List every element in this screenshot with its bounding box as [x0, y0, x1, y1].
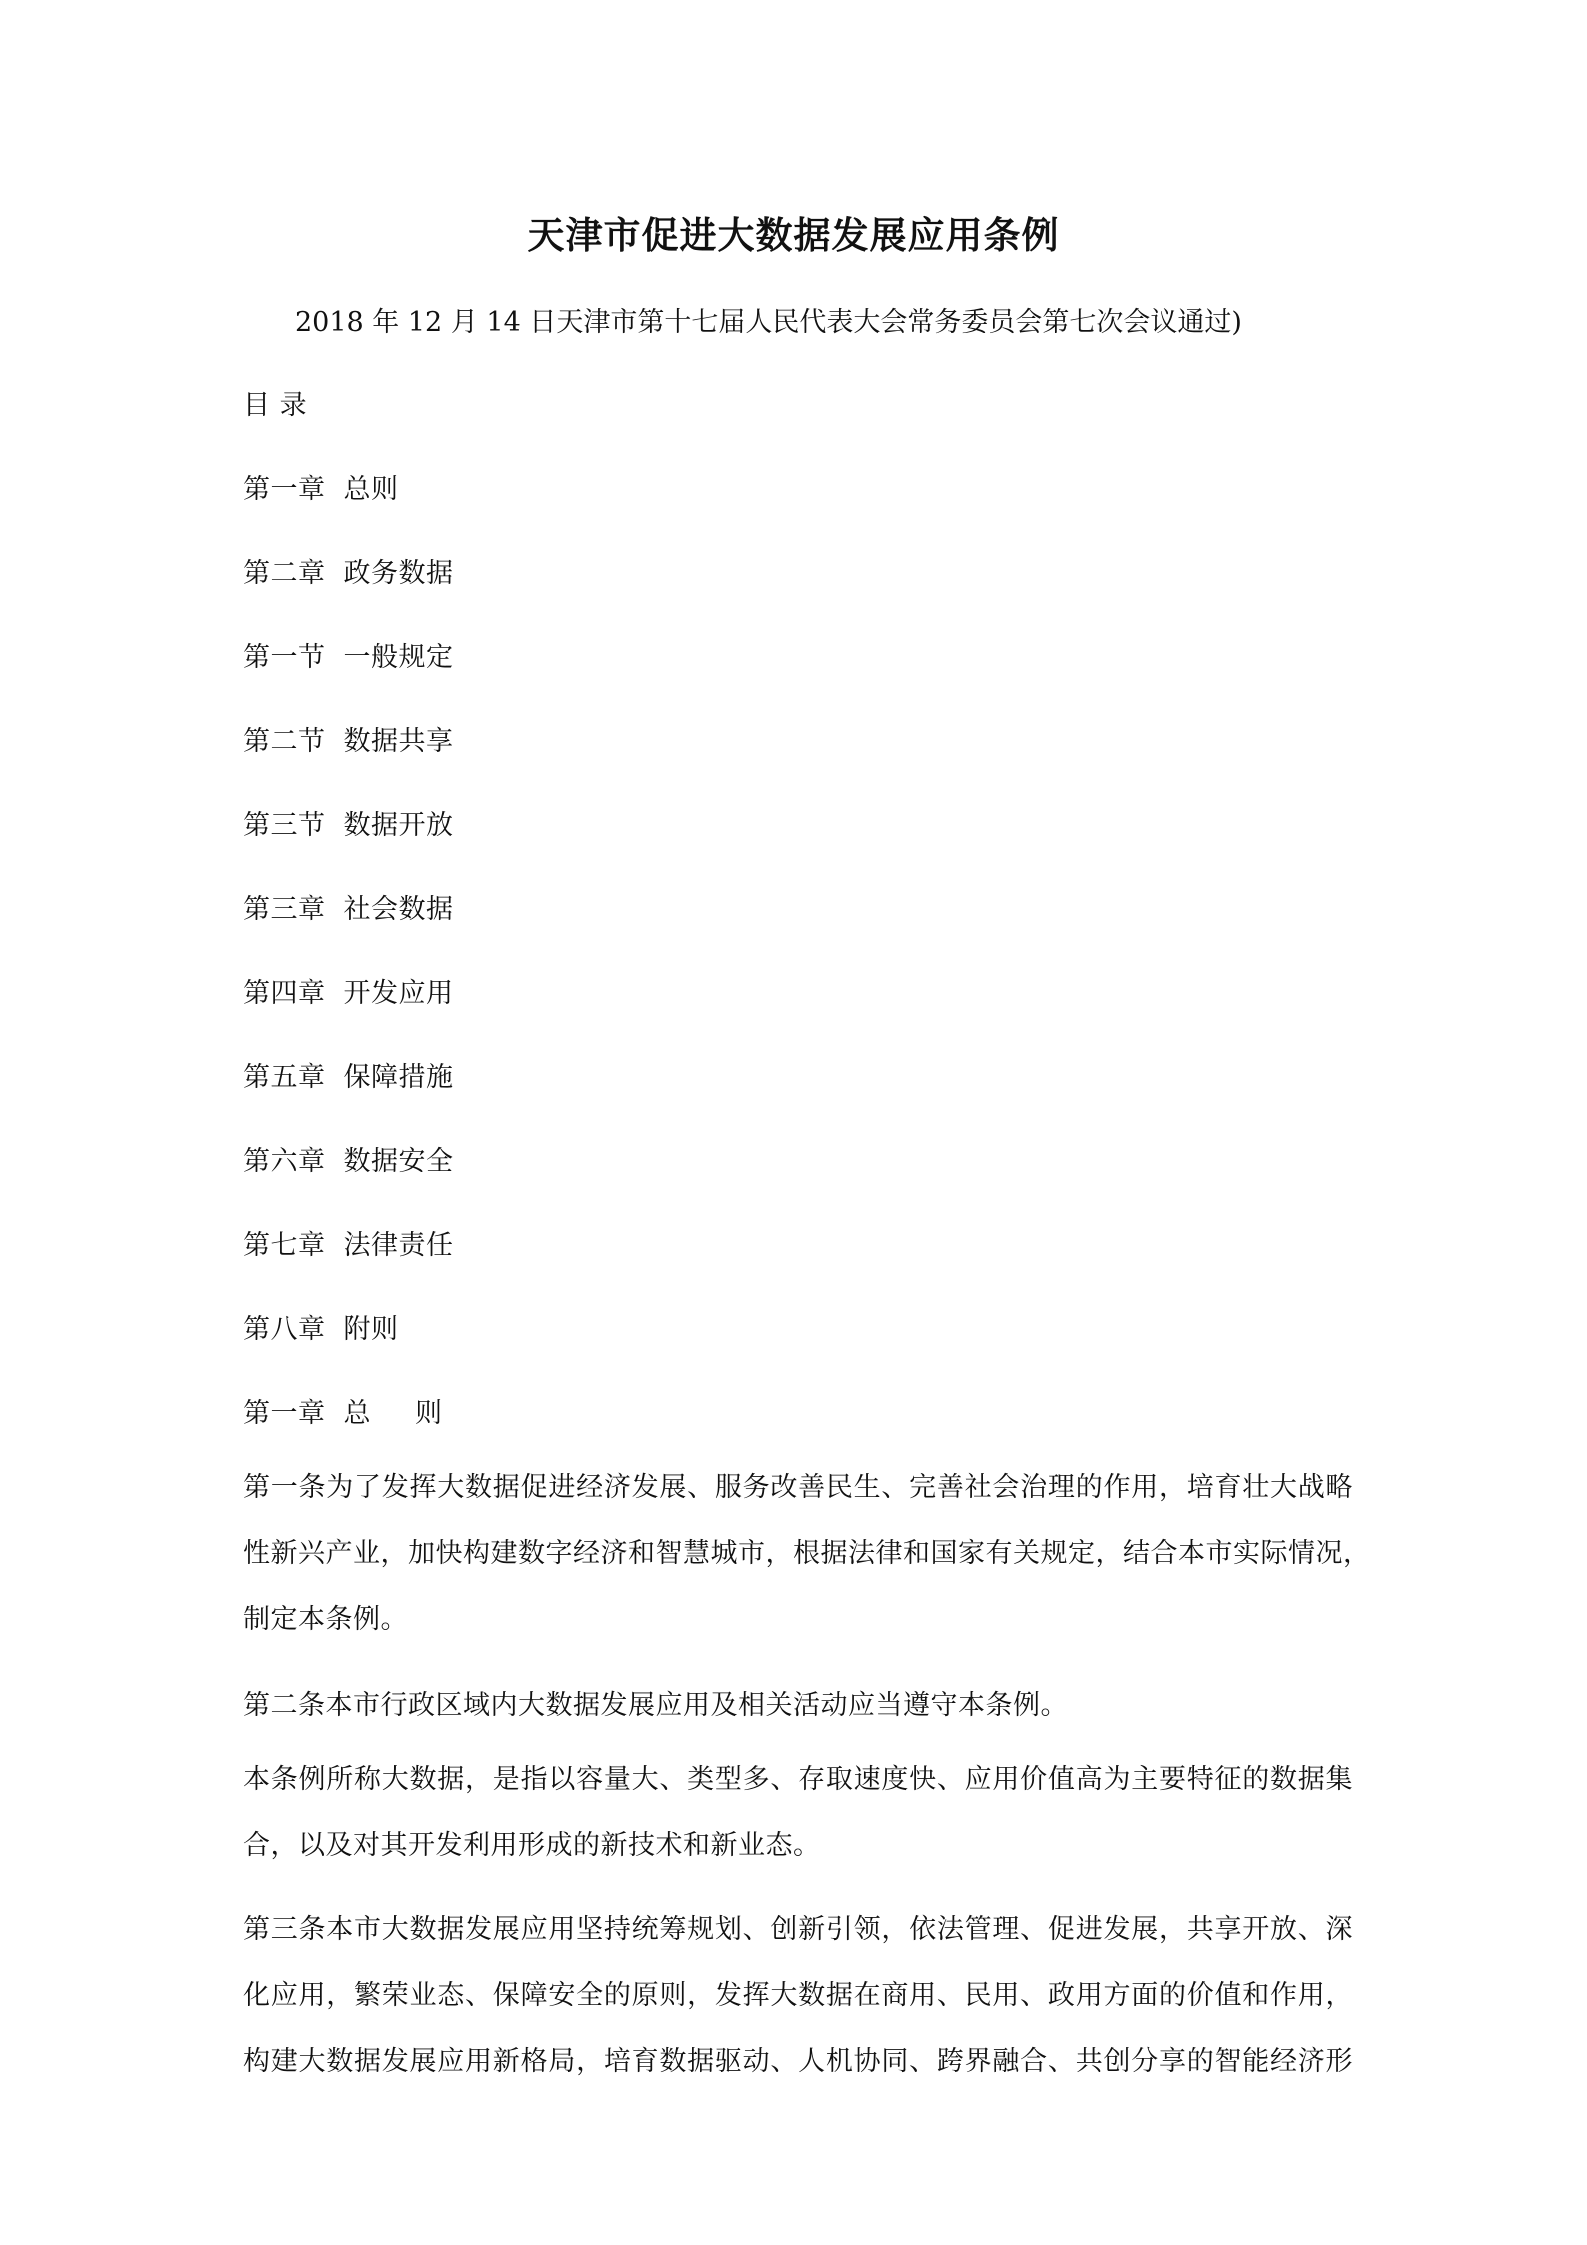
document-subtitle: 2018 年 12 月 14 日天津市第十七届人民代表大会常务委员会第七次会议通过) — [295, 307, 1242, 338]
chapter-title-second: 则 — [415, 1398, 443, 1429]
article-3-line: 构建大数据发展应用新格局，培育数据驱动、人机协同、跨界融合、共创分享的智能经济形 — [243, 2046, 1353, 2077]
toc-heading: 目 录 — [243, 390, 308, 421]
toc-item-label: 第四章 — [243, 978, 326, 1009]
document-title: 天津市促进大数据发展应用条例 — [527, 213, 1060, 257]
toc-item — [243, 635, 454, 674]
toc-item — [243, 971, 454, 1010]
toc-item-label: 第二章 — [243, 558, 326, 589]
toc-item-label: 第一节 — [243, 642, 326, 673]
article-1-line: 制定本条例。 — [243, 1604, 408, 1635]
toc-item-label: 第六章 — [243, 1146, 326, 1177]
toc-item — [243, 803, 454, 842]
toc-item-text: 社会数据 — [343, 894, 454, 925]
article-2-line: 第二条本市行政区域内大数据发展应用及相关活动应当遵守本条例。 — [243, 1690, 1068, 1721]
chapter-label: 第一章 — [243, 1398, 326, 1429]
toc-item-label: 第二节 — [243, 726, 326, 757]
article-3-line: 第三条本市大数据发展应用坚持统筹规划、创新引领，依法管理、促进发展，共享开放、深 — [243, 1914, 1353, 1945]
toc-item-label: 第五章 — [243, 1062, 326, 1093]
toc-item — [243, 1307, 399, 1346]
toc-item-text: 数据共享 — [343, 726, 454, 757]
chapter-title-first: 总 — [343, 1398, 371, 1429]
toc-item — [243, 1223, 454, 1262]
toc-item — [243, 1055, 454, 1094]
chapter-heading — [243, 1391, 443, 1430]
toc-item-label: 第一章 — [243, 474, 326, 505]
toc-item-label: 第三节 — [243, 810, 326, 841]
toc-item-text: 附则 — [343, 1314, 399, 1345]
toc-item — [243, 719, 454, 758]
toc-item — [243, 551, 454, 590]
toc-item-label: 第七章 — [243, 1230, 326, 1261]
toc-item-text: 保障措施 — [343, 1062, 454, 1093]
toc-item-label: 第三章 — [243, 894, 326, 925]
toc-item — [243, 887, 454, 926]
article-3-line: 化应用，繁荣业态、保障安全的原则，发挥大数据在商用、民用、政用方面的价值和作用， — [243, 1980, 1353, 2011]
definition-line: 本条例所称大数据，是指以容量大、类型多、存取速度快、应用价值高为主要特征的数据集 — [243, 1764, 1353, 1795]
article-1-line: 第一条为了发挥大数据促进经济发展、服务改善民生、完善社会治理的作用，培育壮大战略 — [243, 1472, 1353, 1503]
toc-item — [243, 467, 399, 506]
toc-item-text: 开发应用 — [343, 978, 454, 1009]
article-1-line: 性新兴产业，加快构建数字经济和智慧城市，根据法律和国家有关规定，结合本市实际情况， — [243, 1538, 1371, 1569]
toc-item-text: 政务数据 — [343, 558, 454, 589]
toc-item-text: 数据安全 — [343, 1146, 454, 1177]
toc-item-label: 第八章 — [243, 1314, 326, 1345]
toc-item-text: 数据开放 — [343, 810, 454, 841]
definition-line: 合，以及对其开发利用形成的新技术和新业态。 — [243, 1830, 821, 1861]
toc-item — [243, 1139, 454, 1178]
toc-item-text: 法律责任 — [343, 1230, 454, 1261]
toc-item-text: 总则 — [343, 474, 399, 505]
toc-item-text: 一般规定 — [343, 642, 454, 673]
